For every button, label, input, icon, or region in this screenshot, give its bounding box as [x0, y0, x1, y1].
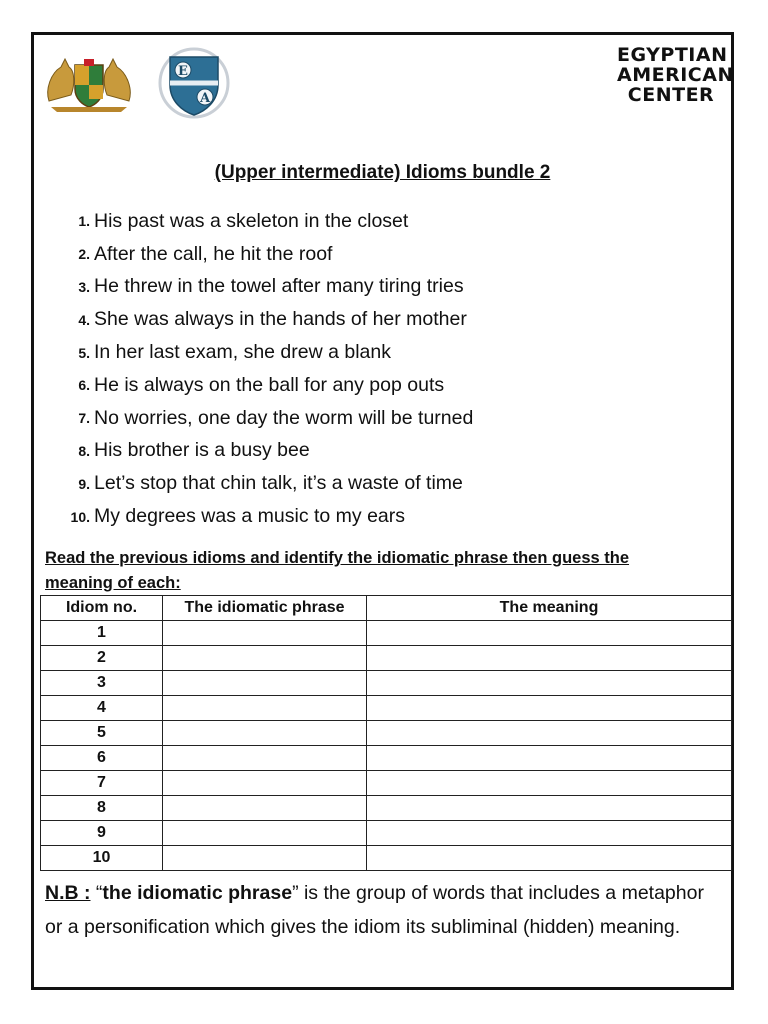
- meaning-cell[interactable]: [367, 796, 732, 821]
- idiom-number: 4.: [78, 311, 90, 328]
- idiom-number: 5.: [78, 344, 90, 361]
- brand-line: CENTER: [627, 84, 715, 106]
- idiom-sentence: In her last exam, she drew a blank: [94, 341, 391, 364]
- idiom-sentence: He is always on the ball for any pop outs: [94, 373, 445, 396]
- idiom-item: [60, 303, 473, 336]
- meaning-cell[interactable]: [367, 846, 732, 871]
- brand-line: EGYPTIAN: [617, 44, 728, 66]
- idiom-item: [60, 205, 473, 238]
- ea-shield-logo: [148, 47, 240, 119]
- row-number: 3: [41, 671, 163, 696]
- phrase-cell[interactable]: [163, 771, 367, 796]
- idiom-list: [60, 205, 473, 533]
- row-number: 10: [41, 846, 163, 871]
- logo-letter-a: A: [199, 91, 211, 106]
- note-text: ” is the group of words that includes a metaphor or a personification which gives the idiom its subliminal (hidden) meaning.: [45, 882, 704, 938]
- column-header-idiom-no: Idiom no.: [41, 596, 163, 621]
- table-row: [41, 621, 732, 646]
- phrase-cell[interactable]: [163, 646, 367, 671]
- idiom-number: 3.: [78, 278, 90, 295]
- meaning-cell[interactable]: [367, 771, 732, 796]
- idiom-item: [60, 238, 473, 271]
- note-paragraph: [45, 876, 715, 944]
- crest-logo: [41, 51, 137, 113]
- table-header-row: [41, 596, 732, 621]
- idiom-item: [60, 500, 473, 533]
- row-number: 4: [41, 696, 163, 721]
- meaning-cell[interactable]: [367, 696, 732, 721]
- table-row: [41, 771, 732, 796]
- idiom-sentence: His past was a skeleton in the closet: [94, 209, 409, 232]
- note-open-quote: “: [90, 882, 103, 904]
- idiom-sentence: He threw in the towel after many tiring tries: [94, 275, 464, 298]
- brand-name: [617, 44, 734, 106]
- idiom-number: 1.: [78, 213, 90, 230]
- row-number: 9: [41, 821, 163, 846]
- idiom-number: 8.: [78, 442, 90, 459]
- logo-letter-e: E: [178, 64, 188, 79]
- meaning-cell[interactable]: [367, 721, 732, 746]
- row-number: 7: [41, 771, 163, 796]
- meaning-cell[interactable]: [367, 621, 732, 646]
- column-header-phrase: The idiomatic phrase: [163, 596, 367, 621]
- note-term: the idiomatic phrase: [102, 882, 293, 904]
- row-number: 1: [41, 621, 163, 646]
- row-number: 8: [41, 796, 163, 821]
- idiom-item: [60, 336, 473, 369]
- idiom-number: 7.: [78, 410, 90, 427]
- idiom-sentence: No worries, one day the worm will be turned: [94, 406, 474, 429]
- idiom-sentence: His brother is a busy bee: [94, 439, 310, 462]
- table-row: [41, 696, 732, 721]
- idiom-number: 9.: [78, 475, 90, 492]
- worksheet-title: (Upper intermediate) Idioms bundle 2: [214, 162, 551, 183]
- phrase-cell[interactable]: [163, 821, 367, 846]
- brand-line: AMERICAN: [617, 64, 734, 86]
- meaning-cell[interactable]: [367, 671, 732, 696]
- idiom-sentence: Let’s stop that chin talk, it’s a waste of time: [94, 472, 463, 495]
- phrase-cell[interactable]: [163, 846, 367, 871]
- table-row: [41, 746, 732, 771]
- instructions: Read the previous idioms and identify the idiomatic phrase then guess the meaning of each:: [45, 549, 630, 592]
- row-number: 5: [41, 721, 163, 746]
- idiom-number: 2.: [78, 246, 90, 263]
- row-number: 6: [41, 746, 163, 771]
- table-row: [41, 646, 732, 671]
- meaning-cell[interactable]: [367, 746, 732, 771]
- answer-table: [40, 595, 732, 871]
- table-row: [41, 846, 732, 871]
- phrase-cell[interactable]: [163, 796, 367, 821]
- column-header-meaning: The meaning: [367, 596, 732, 621]
- phrase-cell[interactable]: [163, 746, 367, 771]
- idiom-sentence: She was always in the hands of her mother: [94, 308, 467, 331]
- idiom-item: [60, 271, 473, 304]
- row-number: 2: [41, 646, 163, 671]
- phrase-cell[interactable]: [163, 671, 367, 696]
- table-row: [41, 796, 732, 821]
- table-row: [41, 721, 732, 746]
- idiom-item: [60, 435, 473, 468]
- idiom-item: [60, 467, 473, 500]
- phrase-cell[interactable]: [163, 621, 367, 646]
- idiom-item: [60, 369, 473, 402]
- idiom-number: 6.: [78, 377, 90, 394]
- idiom-item: [60, 402, 473, 435]
- idiom-number: 10.: [70, 508, 90, 525]
- table-row: [41, 671, 732, 696]
- meaning-cell[interactable]: [367, 646, 732, 671]
- idiom-sentence: After the call, he hit the roof: [94, 242, 333, 265]
- worksheet-page: [31, 32, 734, 990]
- note-label: N.B :: [45, 882, 91, 904]
- table-row: [41, 821, 732, 846]
- phrase-cell[interactable]: [163, 721, 367, 746]
- meaning-cell[interactable]: [367, 821, 732, 846]
- idiom-sentence: My degrees was a music to my ears: [94, 505, 406, 528]
- phrase-cell[interactable]: [163, 696, 367, 721]
